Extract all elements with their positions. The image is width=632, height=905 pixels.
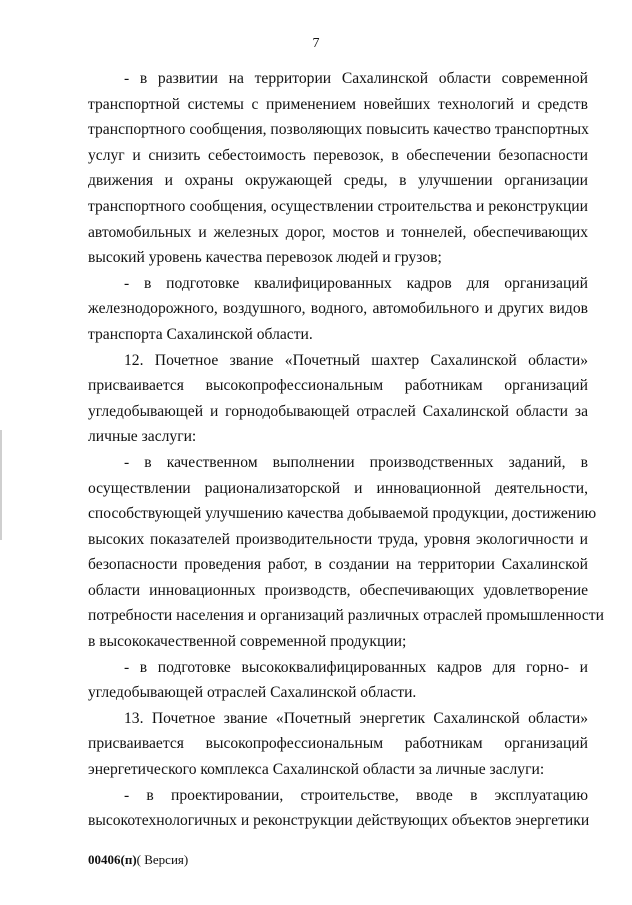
- text-line: услуг и снизить себестоимость перевозок, в обеспечении безопасности: [88, 146, 588, 164]
- text-line: осуществлении рационализаторской и инновационной деятельности,: [88, 479, 588, 497]
- text-line: транспортной системы с применением новейших технологий и средств: [88, 95, 588, 113]
- text-line: угледобывающей отраслей Сахалинской области.: [88, 684, 417, 702]
- text-line: личные заслуги:: [88, 428, 197, 446]
- document-code: 00406(п): [88, 852, 137, 867]
- text-line: высоких показателей производительности труда, уровня экологичности и: [88, 530, 588, 548]
- paragraph-item-13: [88, 706, 588, 783]
- text-line: транспортного сообщения, позволяющих повысить качество транспортных: [88, 121, 589, 139]
- text-line: высокотехнологичных и реконструкции действующих объектов энергетики: [88, 812, 590, 830]
- text-line: транспортного сообщения, осуществлении строительства и реконструкции: [88, 197, 588, 215]
- text-line: угледобывающей и горнодобывающей отраслей Сахалинской области за: [88, 402, 588, 420]
- text-line: движения и охраны окружающей среды, в улучшении организации: [88, 172, 588, 190]
- text-line: - в качественном выполнении производственных заданий, в: [124, 453, 588, 471]
- page-number: 7: [312, 36, 320, 51]
- text-line: автомобильных и железных дорог, мостов и тоннелей, обеспечивающих: [88, 223, 588, 241]
- text-line: транспорта Сахалинской области.: [88, 325, 313, 343]
- text-line: - в проектировании, строительстве, вводе в эксплуатацию: [124, 786, 588, 804]
- document-body: [88, 66, 604, 834]
- paragraph-transport-staff: [88, 271, 588, 348]
- text-line: - в подготовке квалифицированных кадров для организаций: [124, 274, 588, 292]
- paragraph-transport-system: [88, 66, 588, 271]
- text-line: - в подготовке высококвалифицированных кадров для горно- и: [124, 658, 588, 676]
- text-line: - в развитии на территории Сахалинской области современной: [124, 70, 588, 87]
- document-footer: [88, 852, 188, 868]
- text-line: 13. Почетное звание «Почетный энергетик Сахалинской области»: [124, 709, 588, 727]
- paragraph-mining-staff: [88, 655, 588, 706]
- text-line: потребности населения и организаций различных отраслей промышленности: [88, 607, 604, 625]
- text-line: присваивается высокопрофессиональным работникам организаций: [88, 377, 588, 395]
- text-line: в высококачественной современной продукции;: [88, 633, 407, 651]
- text-line: высокий уровень качества перевозок людей и грузов;: [88, 249, 442, 267]
- text-line: энергетического комплекса Сахалинской области за личные заслуги:: [88, 761, 545, 779]
- text-line: области инновационных производств, обеспечивающих удовлетворение: [88, 581, 588, 599]
- paragraph-mining-production: [88, 450, 604, 655]
- text-line: безопасности проведения работ, в создании на территории Сахалинской: [88, 556, 588, 574]
- text-line: железнодорожного, воздушного, водного, автомобильного и других видов: [88, 300, 588, 318]
- paragraph-energy-design: [88, 783, 588, 834]
- paragraph-item-12: [88, 348, 588, 450]
- scan-edge-mark: [0, 430, 2, 540]
- document-version: ( Версия): [136, 852, 189, 867]
- text-line: присваивается высокопрофессиональным работникам организаций: [88, 735, 588, 753]
- text-line: способствующей улучшению качества добываемой продукции, достижению: [88, 505, 597, 523]
- text-line: 12. Почетное звание «Почетный шахтер Сахалинской области»: [124, 351, 588, 369]
